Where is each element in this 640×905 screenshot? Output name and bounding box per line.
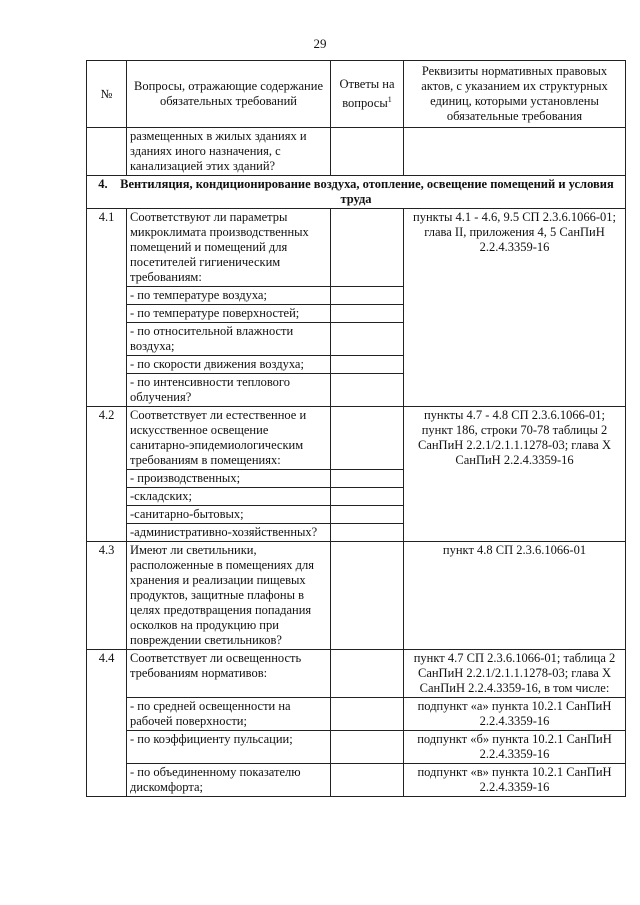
section-row [87, 176, 626, 209]
sub-question: - по коэффициенту пульсации; [127, 731, 331, 764]
sub-row [87, 764, 626, 797]
sub-row [87, 698, 626, 731]
sub-question: - по относительной влажности воздуха; [127, 323, 331, 356]
sub-requisites: подпункт «б» пункта 10.2.1 СанПиН 2.2.4.3359-16 [404, 731, 626, 764]
answer-cell[interactable] [331, 524, 404, 542]
requisites-cell: пункт 4.7 СП 2.3.6.1066-01; таблица 2 СанПиН 2.2.1/2.1.1.1278-03; глава X СанПиН 2.2.4.3359-16, в том числе: [404, 650, 626, 698]
table-row [87, 209, 626, 287]
table-row [87, 542, 626, 650]
header-answers [331, 61, 404, 128]
question-cell: Соответствуют ли параметры микроклимата производственных помещений и помещений для посетителей гигиеническим требованиям: [127, 209, 331, 287]
answer-cell[interactable] [331, 356, 404, 374]
row-number: 4.1 [87, 209, 127, 407]
requirements-table [86, 60, 626, 797]
requisites-cell: пункты 4.7 - 4.8 СП 2.3.6.1066-01; пункт 186, строки 70-78 таблицы 2 СанПиН 2.2.1/2.1.1.1278-03; глава X СанПиН 2.2.4.3359-16 [404, 407, 626, 542]
answer-cell[interactable] [331, 764, 404, 797]
row-number: 4.2 [87, 407, 127, 542]
answer-cell[interactable] [331, 128, 404, 176]
row-number: 4.4 [87, 650, 127, 797]
sub-question: -административно-хозяйственных? [127, 524, 331, 542]
answer-cell[interactable] [331, 305, 404, 323]
sub-requisites: подпункт «а» пункта 10.2.1 СанПиН 2.2.4.3359-16 [404, 698, 626, 731]
requisites-cell: пункт 4.8 СП 2.3.6.1066-01 [404, 542, 626, 650]
sub-question: - по средней освещенности на рабочей поверхности; [127, 698, 331, 731]
sub-question: - по температуре воздуха; [127, 287, 331, 305]
question-cell: Соответствует ли освещенность требованиям нормативов: [127, 650, 331, 698]
sub-requisites: подпункт «в» пункта 10.2.1 СанПиН 2.2.4.3359-16 [404, 764, 626, 797]
header-number: № [87, 61, 127, 128]
table-header-row [87, 61, 626, 128]
requisites-cell: пункты 4.1 - 4.6, 9.5 СП 2.3.6.1066-01; глава II, приложения 4, 5 СанПиН 2.2.4.3359-16 [404, 209, 626, 407]
page-number: 29 [313, 36, 327, 51]
sub-row [87, 731, 626, 764]
sub-question: - по температуре поверхностей; [127, 305, 331, 323]
table-row [87, 407, 626, 470]
sub-question: -складских; [127, 488, 331, 506]
sub-question: - по объединенному показателю дискомфорта; [127, 764, 331, 797]
sub-question: -санитарно-бытовых; [127, 506, 331, 524]
answer-cell[interactable] [331, 209, 404, 287]
answer-cell[interactable] [331, 698, 404, 731]
table-row [87, 650, 626, 698]
header-requisites: Реквизиты нормативных правовых актов, с указанием их структурных единиц, которыми установлены обязательные требования [404, 61, 626, 128]
question-cell: Соответствует ли естественное и искусственное освещение санитарно-эпидемиологическим требованиям в помещениях: [127, 407, 331, 470]
sub-question: - по скорости движения воздуха; [127, 356, 331, 374]
answer-cell[interactable] [331, 731, 404, 764]
answer-cell[interactable] [331, 650, 404, 698]
answer-cell[interactable] [331, 374, 404, 407]
sub-question: - производственных; [127, 470, 331, 488]
sub-question: - по интенсивности теплового облучения? [127, 374, 331, 407]
answer-cell[interactable] [331, 506, 404, 524]
section-title: Вентиляция, кондиционирование воздуха, отопление, освещение помещений и условия труда [120, 177, 614, 206]
row-number: 4.3 [87, 542, 127, 650]
section-number: 4. [98, 177, 108, 191]
footnote-marker: 1 [387, 94, 392, 104]
answer-cell[interactable] [331, 287, 404, 305]
answer-cell[interactable] [331, 488, 404, 506]
answer-cell[interactable] [331, 470, 404, 488]
answer-cell[interactable] [331, 542, 404, 650]
header-question: Вопросы, отражающие содержание обязательных требований [127, 61, 331, 128]
answer-cell[interactable] [331, 407, 404, 470]
table-row [87, 128, 626, 176]
answer-cell[interactable] [331, 323, 404, 356]
continuation-cell: размещенных в жилых зданиях и зданиях иного назначения, с канализацией этих зданий? [127, 128, 331, 176]
header-answers-label: Ответы на вопросы [339, 76, 395, 111]
question-cell: Имеют ли светильники, расположенные в помещениях для хранения и реализации пищевых продуктов, защитные плафоны в целях предотвращения попадания осколков на продукцию при повреждении светильников? [127, 542, 331, 650]
